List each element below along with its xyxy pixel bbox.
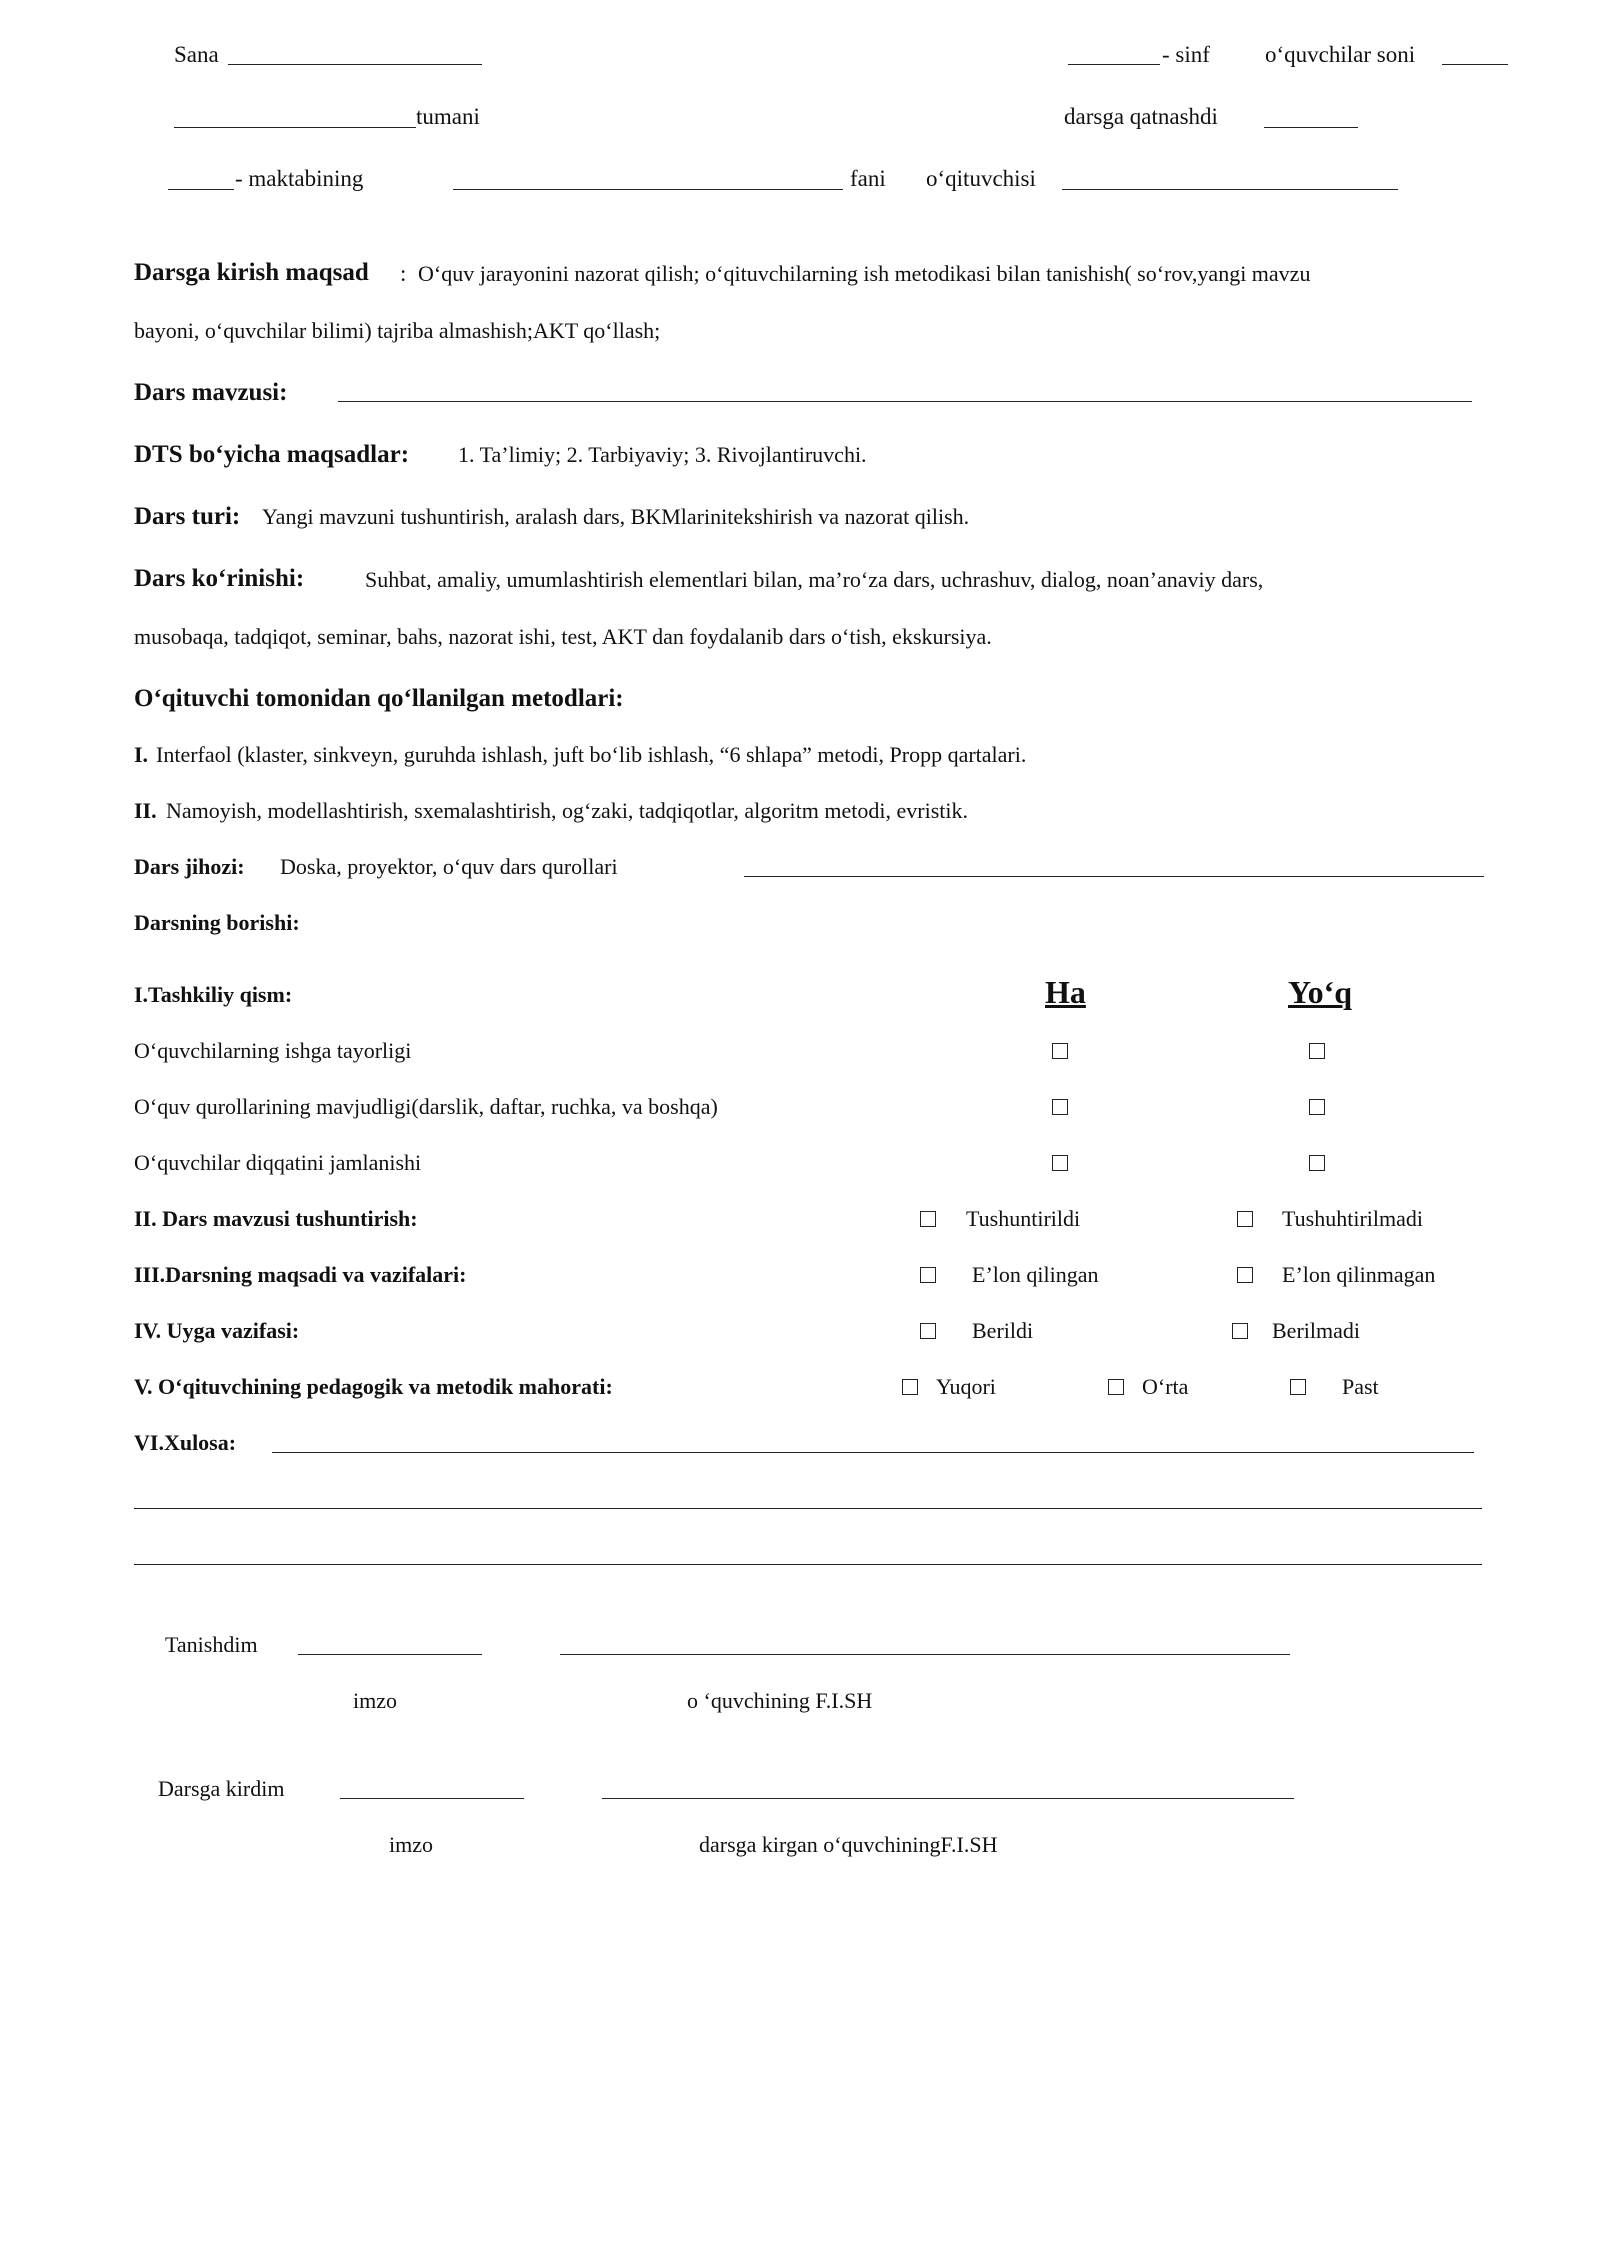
yuqori-label: Yuqori — [936, 1374, 996, 1399]
darsga-kirdim-imzo-field[interactable] — [340, 1798, 524, 1799]
tashkiliy-row3-yoq-checkbox[interactable] — [1309, 1155, 1325, 1171]
sana-field[interactable] — [228, 64, 482, 65]
tanishdim-fish-field[interactable] — [560, 1654, 1290, 1655]
mavzu-field[interactable] — [338, 401, 1472, 402]
tashkiliy-heading: I.Tashkiliy qism: — [134, 982, 293, 1007]
tashkiliy-row-label: O‘quv qurollarining mavjudligi(darslik, daftar, ruchka, va boshqa) — [134, 1094, 718, 1119]
dts-label: DTS bo‘yicha maqsadlar: — [134, 441, 410, 468]
maktab-field[interactable] — [168, 189, 234, 190]
tashkiliy-row2-yoq-checkbox[interactable] — [1309, 1099, 1325, 1115]
fan-field[interactable] — [453, 189, 843, 190]
tumani-label: tumani — [416, 104, 480, 129]
tanishdim-label: Tanishdim — [165, 1632, 258, 1657]
oqituvchisi-label: o‘qituvchisi — [926, 166, 1036, 191]
tushuntirilmadi-checkbox[interactable] — [1237, 1211, 1253, 1227]
korinishi-text-line2: musobaqa, tadqiqot, seminar, bahs, nazorat ishi, test, AKT dan foydalanib dars o‘tish, ekskursiya. — [134, 624, 992, 649]
tashkiliy-row1-ha-checkbox[interactable] — [1052, 1043, 1068, 1059]
ha-header: Ha — [1045, 974, 1086, 1010]
sinf-label: - sinf — [1162, 42, 1210, 67]
jihozi-label: Dars jihozi: — [134, 854, 245, 879]
tashkiliy-row-label: O‘quvchilarning ishga tayorligi — [134, 1038, 412, 1063]
tushuntirildi-checkbox[interactable] — [920, 1211, 936, 1227]
maqsad-colon: : — [400, 261, 407, 286]
tashkiliy-row-label: O‘quvchilar diqqatini jamlanishi — [134, 1150, 422, 1175]
elon-qilingan-checkbox[interactable] — [920, 1267, 936, 1283]
metod-ii-number: II. — [134, 798, 157, 823]
maktabining-label: - maktabining — [235, 166, 364, 191]
oquvchilar-soni-field[interactable] — [1442, 64, 1508, 65]
orta-label: O‘rta — [1142, 1374, 1189, 1399]
metod-i-text: Interfaol (klaster, sinkveyn, guruhda ishlash, juft bo‘lib ishlash, “6 shlapa” metodi, Propp qartalari. — [156, 742, 1027, 767]
dts-text: 1. Ta’limiy; 2. Tarbiyaviy; 3. Rivojlantiruvchi. — [458, 442, 867, 467]
section-v-label: V. O‘qituvchining pedagogik va metodik mahorati: — [134, 1374, 613, 1399]
xulosa-line-3[interactable] — [134, 1564, 1482, 1565]
yuqori-checkbox[interactable] — [902, 1379, 918, 1395]
maqsad-text-line1: O‘quv jarayonini nazorat qilish; o‘qituvchilarning ish metodikasi bilan tanishish( so‘rov,yangi mavzu — [418, 261, 1311, 286]
mavzu-label: Dars mavzusi: — [134, 379, 288, 406]
section-vi-label: VI.Xulosa: — [134, 1430, 237, 1455]
tushuntirildi-label: Tushuntirildi — [966, 1206, 1081, 1231]
tashkiliy-row1-yoq-checkbox[interactable] — [1309, 1043, 1325, 1059]
jihozi-field[interactable] — [744, 876, 1484, 877]
past-label: Past — [1342, 1374, 1379, 1399]
metod-ii-text: Namoyish, modellashtirish, sxemalashtirish, og‘zaki, tadqiqotlar, algoritm metodi, evristik. — [166, 798, 968, 823]
fish-caption: darsga kirgan o‘quvchiningF.I.SH — [699, 1832, 998, 1857]
sinf-field[interactable] — [1068, 64, 1160, 65]
elon-qilingan-label: E’lon qilingan — [972, 1262, 1099, 1287]
tashkiliy-row3-ha-checkbox[interactable] — [1052, 1155, 1068, 1171]
tanishdim-imzo-field[interactable] — [298, 1654, 482, 1655]
xulosa-line-1[interactable] — [272, 1452, 1474, 1453]
berilmadi-label: Berilmadi — [1272, 1318, 1360, 1343]
korinishi-text-line1: Suhbat, amaliy, umumlashtirish elementlari bilan, ma’ro‘za dars, uchrashuv, dialog, noan’anaviy dars, — [365, 567, 1264, 592]
tuman-field[interactable] — [174, 127, 416, 128]
berilmadi-checkbox[interactable] — [1232, 1323, 1248, 1339]
darsga-kirdim-label: Darsga kirdim — [158, 1776, 285, 1801]
turi-label: Dars turi: — [134, 503, 241, 530]
elon-qilinmagan-checkbox[interactable] — [1237, 1267, 1253, 1283]
korinishi-label: Dars ko‘rinishi: — [134, 565, 305, 592]
section-iii-label: III.Darsning maqsadi va vazifalari: — [134, 1262, 467, 1287]
elon-qilinmagan-label: E’lon qilinmagan — [1282, 1262, 1436, 1287]
tashkiliy-row2-ha-checkbox[interactable] — [1052, 1099, 1068, 1115]
berildi-checkbox[interactable] — [920, 1323, 936, 1339]
metodlar-heading: O‘qituvchi tomonidan qo‘llanilgan metodlari: — [134, 685, 624, 712]
tushuntirilmadi-label: Tushuhtirilmadi — [1282, 1206, 1423, 1231]
section-ii-label: II. Dars mavzusi tushuntirish: — [134, 1206, 418, 1231]
sana-label: Sana — [174, 42, 219, 67]
turi-text: Yangi mavzuni tushuntirish, aralash dars, BKMlarinitekshirish va nazorat qilish. — [262, 504, 970, 529]
imzo-caption: imzo — [389, 1832, 433, 1857]
berildi-label: Berildi — [972, 1318, 1034, 1343]
darsga-qatnashdi-label: darsga qatnashdi — [1064, 104, 1218, 129]
fish-caption: o ‘quvchining F.I.SH — [687, 1688, 873, 1713]
xulosa-line-2[interactable] — [134, 1508, 1482, 1509]
orta-checkbox[interactable] — [1108, 1379, 1124, 1395]
yoq-header: Yo‘q — [1288, 974, 1353, 1010]
maqsad-label: Darsga kirish maqsad — [134, 259, 369, 286]
past-checkbox[interactable] — [1290, 1379, 1306, 1395]
maqsad-text-line2: bayoni, o‘quvchilar bilimi) tajriba almashish;AKT qo‘llash; — [134, 318, 661, 343]
metod-i-number: I. — [134, 742, 149, 767]
darsga-kirdim-fish-field[interactable] — [602, 1798, 1294, 1799]
oqituvchi-field[interactable] — [1062, 189, 1398, 190]
borishi-heading: Darsning borishi: — [134, 910, 300, 935]
section-iv-label: IV. Uyga vazifasi: — [134, 1318, 300, 1343]
jihozi-text: Doska, proyektor, o‘quv dars qurollari — [280, 854, 618, 879]
oquvchilar-soni-label: o‘quvchilar soni — [1265, 42, 1416, 67]
fani-label: fani — [850, 166, 886, 191]
darsga-qatnashdi-field[interactable] — [1264, 127, 1358, 128]
imzo-caption: imzo — [353, 1688, 397, 1713]
